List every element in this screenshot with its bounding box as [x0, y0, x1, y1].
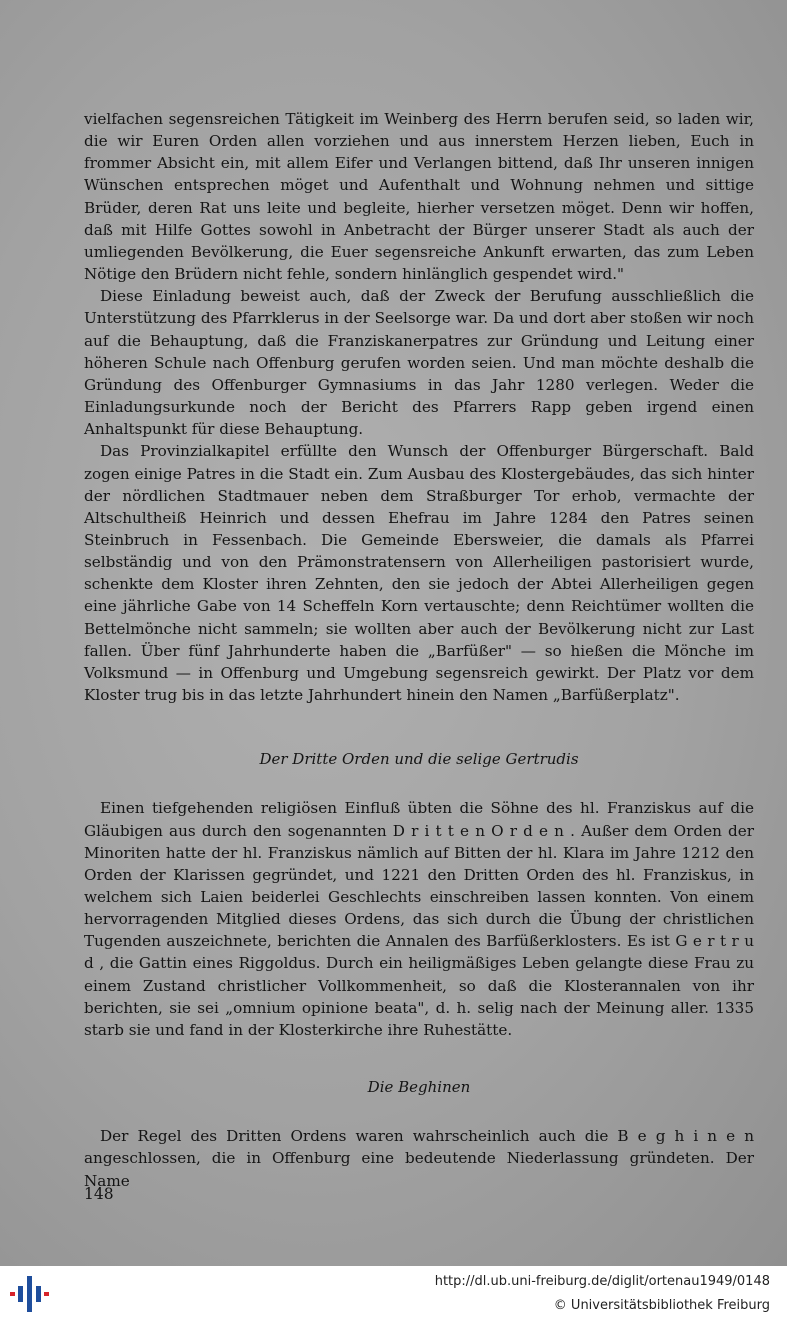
permalink-url[interactable]: http://dl.ub.uni-freiburg.de/diglit/ortenau1949/0148: [434, 1274, 770, 1289]
paragraph-third-order: Einen tiefgehenden religiösen Einfluß übten die Söhne des hl. Franziskus auf die Gläubigen aus durch den sogenannten D r i t t e n O r d e n . Außer dem Orden der Minoriten hatte der hl. Franziskus nämlich auf Bitten der hl. Klara im Jahre 1212 den Orden der Klarissen gegründet, und 1221 den Dritten Orden des hl. Franziskus, in welchem sich Laien beiderlei Geschlechts einschreiben lassen konnten. Von einem hervorragenden Mitglied dieses Ordens, das sich durch die Übung der christlichen Tugenden auszeichnete, berichten die Annalen des Barfüßerklosters. Es ist G e r t r u d , die Gattin eines Riggoldus. Durch ein heiligmäßiges Leben gelangte diese Frau zu einem Zustand christlicher Vollkommenheit, so daß die Klosterannalen von ihr berichten, sie sei „omnium opinione beata", d. h. selig nach der Meinung aller. 1335 starb sie und fand in der Klosterkirche ihre Ruhestätte.: [84, 799, 754, 1039]
page-body: [84, 108, 754, 1192]
paragraph-invitation: Diese Einladung beweist auch, daß der Zweck der Berufung ausschließlich die Unterstützung des Pfarrklerus in der Seelsorge war. Da und dort aber stoßen wir noch auf die Behauptung, daß die Franziskanerpatres zur Gründung und Leitung einer höheren Schule nach Offenburg gerufen worden seien. Und man möchte deshalb die Gründung des Offenburger Gymnasiums in das Jahr 1280 verlegen. Weder die Einladungsurkunde noch der Bericht des Pfarrers Rapp geben irgend einen Anhaltspunkt für diese Behauptung.: [84, 287, 754, 439]
page-number: 148: [84, 1185, 114, 1203]
section-heading-third-order: Der Dritte Orden und die selige Gertrudis: [259, 750, 579, 769]
section-heading-beghinen: Die Beghinen: [367, 1078, 471, 1097]
copyright-notice: © Universitätsbibliothek Freiburg: [553, 1298, 770, 1313]
footer-bar: [0, 1266, 787, 1322]
paragraph-beghinen: Der Regel des Dritten Ordens waren wahrscheinlich auch die B e g h i n e n angeschlossen, die in Offenburg eine bedeutende Niederlassung gründeten. Der Name: [84, 1127, 754, 1190]
paragraph-quote-end: vielfachen segensreichen Tätigkeit im Weinberg des Herrn berufen seid, so laden wir, die wir Euren Orden allen vorziehen und aus innerstem Herzen lieben, Euch in frommer Absicht ein, mit allem Eifer und Verlangen bittend, daß Ihr unseren innigen Wünschen entsprechen möget und Aufenthalt und Wohnung nehmen und sittige Brüder, deren Rat uns leite und begleite, hierher versetzen möget. Denn wir hoffen, daß mit Hilfe Gottes sowohl in Anbetracht der Bürger unserer Stadt als auch der umliegenden Bevölkerung, die Euer segensreiche Ankunft erwarten, das zum Leben Nötige den Brüdern nicht fehle, sondern hinlänglich gespendet wird.": [84, 110, 754, 284]
paragraph-provincial-chapter: Das Provinzialkapitel erfüllte den Wunsch der Offenburger Bürgerschaft. Bald zogen einige Patres in die Stadt ein. Zum Ausbau des Klostergebäudes, das sich hinter der nördlichen Stadtmauer neben dem Straßburger Tor erhob, vermachte der Altschultheiß Heinrich und dessen Ehefrau im Jahre 1284 den Patres seinen Steinbruch in Fessenbach. Die Gemeinde Ebersweier, die damals als Pfarrei selbständig und von den Prämonstratensern von Allerheiligen pastorisiert wurde, schenkte dem Kloster ihren Zehnten, den sie jedoch der Abtei Allerheiligen gegen eine jährliche Gabe von 14 Scheffeln Korn vertauschte; denn Reichtümer wollten die Bettelmönche nicht sammeln; sie wollten aber auch der Bevölkerung nicht zur Last fallen. Über fünf Jahrhunderte haben die „Barfüßer" — so hießen die Mönche im Volksmund — in Offenburg und Umgebung segensreich gewirkt. Der Platz vor dem Kloster trug bis in das letzte Jahrhundert hinein den Namen „Barfüßerplatz".: [84, 442, 754, 705]
ub-freiburg-logo-icon: [10, 1274, 50, 1314]
